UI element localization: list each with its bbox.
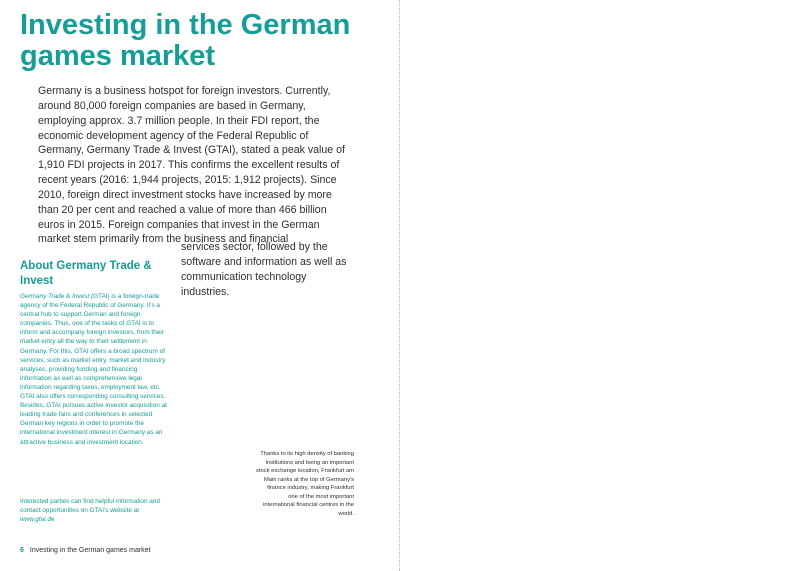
sidebar-body-emphasis: Germany Trade & Invest xyxy=(20,293,90,300)
intro-paragraph: Germany is a business hotspot for foreign investors. Currently, around 80,000 foreign companies are based in Germany, employing approx. 3.7 million people. In their FDI report, the economic development agency of the Federal Republic of Germany, Germany Trade & Invest (GTAI), stated a peak value of 1,910 FDI projects in 2017. This confirms the excellent results of recent years (2016: 1,944 projects, 2015: 1,912 projects). Since 2010, foreign direct investment stocks have increased by more than 20 per cent and reached a value of more than 466 billion euros in 2015. Foreign companies that invest in the German market stem primarily from the business and financial xyxy=(38,85,345,246)
sidebar-contact xyxy=(20,497,168,524)
article-title: Investing in the German games market xyxy=(20,9,351,72)
gtai-website-link[interactable]: www.gtai.de xyxy=(20,516,55,524)
page-footer xyxy=(20,546,151,555)
page-number: 6 xyxy=(20,547,24,554)
intro-paragraph-continuation: services sector, followed by the software and information as well as communication technology industries. xyxy=(181,241,347,298)
page-gutter-divider xyxy=(399,0,400,571)
running-title: Investing in the German games market xyxy=(29,547,151,554)
left-page xyxy=(0,0,398,571)
sidebar-heading: About Germany Trade & Invest xyxy=(20,260,152,287)
right-page xyxy=(402,0,800,571)
sidebar-body-text: (GTAI) is a foreign-trade agency of the Federal Republic of Germany. It's a central hub to support German and foreign companies. Thus, one of the tasks of GTAI is to inform and accompany foreign investors, from their market entry all the way to their settlement in Germany. For this, GTAI offers a broad spectrum of services, such as market entry, market and industry analyses, providing funding and financing information as well as comprehensive legal information regarding taxes, employment law, etc. GTAI also offers corresponding consulting services. Besides, GTAI pursues active investor acquisition at leading trade fairs and conferences in selected German key regions in order to promote the international investment interest in Germany as an attractive business and investment location. xyxy=(20,293,167,446)
sidebar-contact-text: Interested parties can find helpful information and contact opportunities on GTAI's website at xyxy=(20,498,160,515)
sidebar-body xyxy=(20,292,168,447)
image-caption: Thanks to its high density of banking institutions and being an important stock exchange location, Frankfurt am Main ranks at the top of Germany's finance industry, making Frankfurt one of the most important international financial centres in the world. xyxy=(256,451,354,517)
